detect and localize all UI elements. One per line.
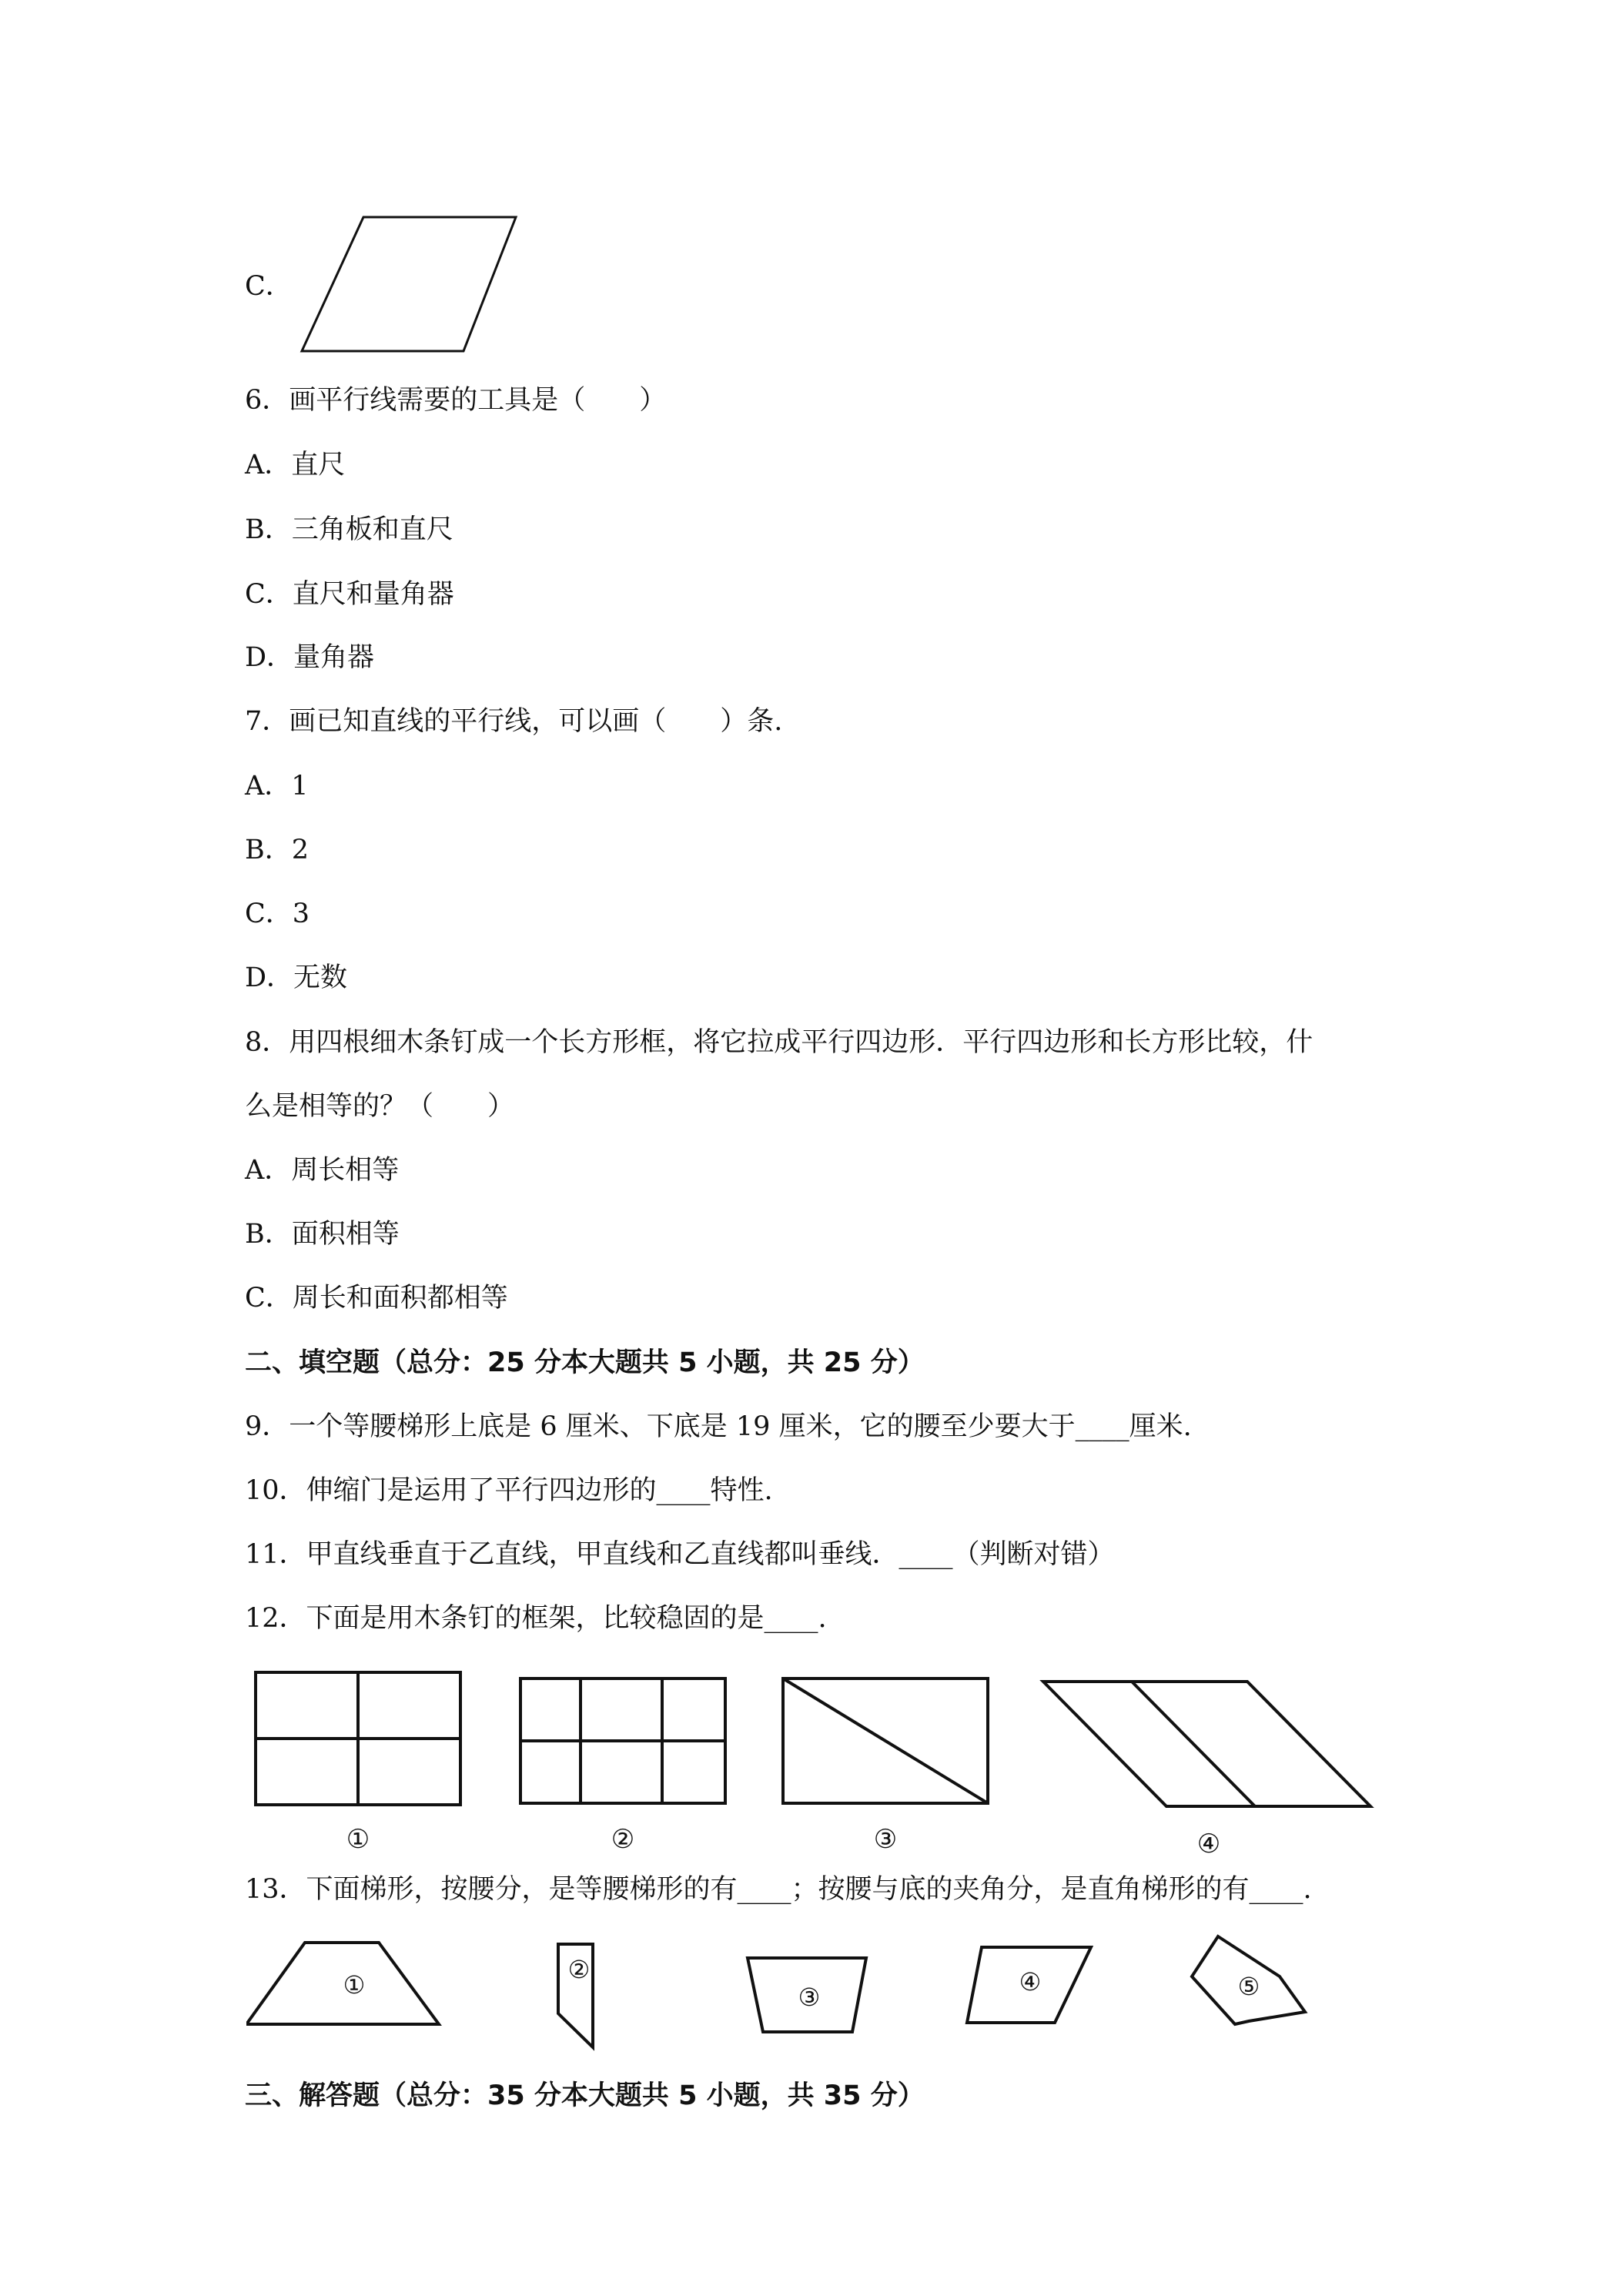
q13-label-5: ⑤ — [1237, 1972, 1260, 2001]
q13-label-3: ③ — [798, 1983, 821, 2012]
q13-label-1: ① — [343, 1970, 366, 2000]
q13-stem: 13．下面梯形，按腰分，是等腰梯形的有____；按腰与底的夹角分，是直角梯形的有____. — [245, 1874, 1312, 1905]
q7-stem: 7．画已知直线的平行线，可以画（ ）条. — [245, 706, 783, 737]
q12-label-4: ④ — [1196, 1829, 1221, 1859]
q13-trapezoids-figure — [246, 1929, 1386, 2060]
q12-label-2: ② — [611, 1824, 635, 1855]
q8-stem-line1: 8．用四根细木条钉成一个长方形框，将它拉成平行四边形．平行四边形和长方形比较，什 — [245, 1027, 1313, 1058]
q7-option-a: A．1 — [245, 771, 309, 802]
q12-label-1: ① — [346, 1824, 370, 1855]
q13-label-4: ④ — [1019, 1967, 1042, 1996]
q6-option-d: D．量角器 — [245, 642, 375, 673]
q8-option-c: C．周长和面积都相等 — [245, 1283, 508, 1314]
q11-text: 11．甲直线垂直于乙直线，甲直线和乙直线都叫垂线．____（判断对错） — [245, 1539, 1115, 1570]
q12-frames-figure — [246, 1663, 1386, 1863]
q10-text: 10．伸缩门是运用了平行四边形的____特性. — [245, 1475, 773, 1506]
section3-heading: 三、解答题（总分：35 分本大题共 5 小题，共 35 分） — [245, 2080, 925, 2111]
q8-stem-line2: 么是相等的？（ ） — [245, 1091, 515, 1122]
section2-heading: 二、填空题（总分：25 分本大题共 5 小题，共 25 分） — [245, 1347, 925, 1378]
q6-option-a: A．直尺 — [245, 450, 346, 480]
q7-option-c: C．3 — [245, 899, 310, 929]
q9-text: 9．一个等腰梯形上底是 6 厘米、下底是 19 厘米，它的腰至少要大于____厘米. — [245, 1411, 1192, 1442]
q12-label-3: ③ — [873, 1824, 898, 1855]
q6-option-b: B．三角板和直尺 — [245, 514, 453, 545]
q5-option-c-label: C． — [245, 271, 293, 302]
q7-option-b: B．2 — [245, 835, 309, 865]
q6-option-c: C．直尺和量角器 — [245, 579, 454, 610]
q8-option-a: A．周长相等 — [245, 1155, 400, 1186]
q6-stem: 6．画平行线需要的工具是（ ） — [245, 385, 667, 416]
q12-stem: 12．下面是用木条钉的框架，比较稳固的是____. — [245, 1603, 827, 1634]
q7-option-d: D．无数 — [245, 962, 348, 993]
q8-option-b: B．面积相等 — [245, 1219, 400, 1250]
q5-option-c-parallelogram-figure — [293, 213, 524, 359]
q13-label-2: ② — [567, 1955, 591, 1984]
